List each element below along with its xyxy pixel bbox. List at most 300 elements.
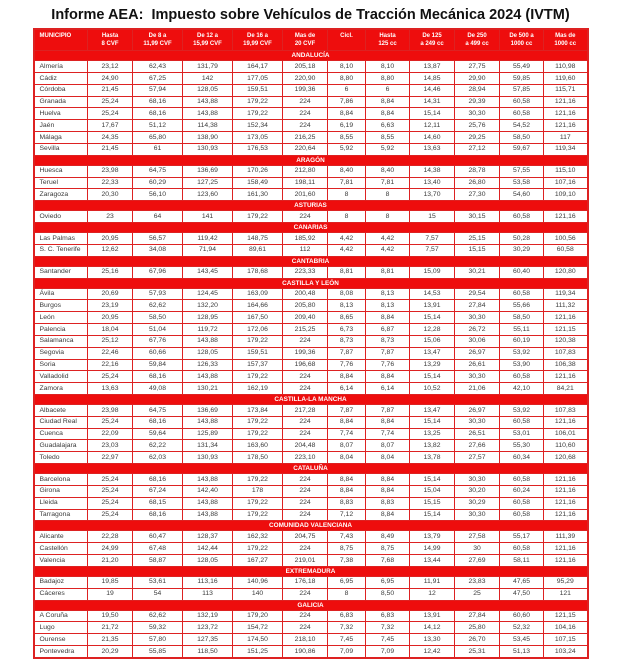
value-cell: 7,86 <box>328 96 366 108</box>
value-cell: 60,58 <box>500 371 544 383</box>
value-cell: 60,58 <box>500 509 544 521</box>
value-cell: 121,16 <box>544 416 588 428</box>
value-cell: 13,91 <box>410 300 455 312</box>
municipio-cell: Salamanca <box>34 335 88 347</box>
column-header-line2: 11,99 CVF <box>143 41 172 48</box>
municipio-cell: Segovia <box>34 347 88 359</box>
value-cell: 25,24 <box>88 96 133 108</box>
value-cell: 163,60 <box>233 440 283 452</box>
value-cell: 8,49 <box>366 531 410 543</box>
column-header-line2: 20 CVF <box>294 41 316 48</box>
value-cell: 170,26 <box>233 165 283 177</box>
municipio-cell: Zaragoza <box>34 189 88 201</box>
value-cell: 196,68 <box>283 359 328 371</box>
value-cell: 127,35 <box>183 634 233 646</box>
value-cell: 21,35 <box>88 634 133 646</box>
value-cell: 126,33 <box>183 359 233 371</box>
value-cell: 121,16 <box>544 509 588 521</box>
value-cell: 15,14 <box>410 312 455 324</box>
value-cell: 143,88 <box>183 371 233 383</box>
value-cell: 143,88 <box>183 108 233 120</box>
value-cell: 15,09 <box>410 266 455 278</box>
value-cell: 167,50 <box>233 312 283 324</box>
value-cell: 27,57 <box>455 452 500 464</box>
value-cell: 58,11 <box>500 555 544 567</box>
value-cell: 219,01 <box>283 555 328 567</box>
value-cell: 121,16 <box>544 485 588 497</box>
value-cell: 25,16 <box>88 266 133 278</box>
value-cell: 127,25 <box>183 177 233 189</box>
value-cell: 20,30 <box>88 189 133 201</box>
column-header-line1: Hasta <box>101 33 119 39</box>
municipio-cell: Lleida <box>34 497 88 509</box>
column-header-line2: 19,99 CVF <box>243 41 272 48</box>
value-cell: 121,16 <box>544 120 588 132</box>
table-row <box>34 211 588 223</box>
value-cell: 55,30 <box>500 440 544 452</box>
value-cell: 60,47 <box>133 531 183 543</box>
value-cell: 7,87 <box>328 347 366 359</box>
value-cell: 112 <box>283 244 328 256</box>
municipio-cell: Alicante <box>34 531 88 543</box>
value-cell: 140 <box>233 588 283 600</box>
region-band <box>34 521 588 531</box>
table-row <box>34 610 588 622</box>
municipio-cell: Burgos <box>34 300 88 312</box>
value-cell: 23,83 <box>455 576 500 588</box>
region-band <box>34 256 588 266</box>
value-cell: 27,84 <box>455 300 500 312</box>
municipio-cell: Castellón <box>34 543 88 555</box>
table-body <box>34 51 588 658</box>
value-cell: 215,25 <box>283 324 328 336</box>
value-cell: 14,31 <box>410 96 455 108</box>
value-cell: 224 <box>283 509 328 521</box>
value-cell: 13,30 <box>410 634 455 646</box>
value-cell: 128,05 <box>183 347 233 359</box>
value-cell: 179,22 <box>233 371 283 383</box>
value-cell: 25,12 <box>88 335 133 347</box>
value-cell: 12,11 <box>410 120 455 132</box>
value-cell: 13,47 <box>410 347 455 359</box>
value-cell: 53,01 <box>500 428 544 440</box>
value-cell: 64,75 <box>133 165 183 177</box>
municipio-cell: Girona <box>34 485 88 497</box>
value-cell: 119,72 <box>183 324 233 336</box>
value-cell: 21,06 <box>455 383 500 395</box>
value-cell: 59,85 <box>500 73 544 85</box>
value-cell: 8,84 <box>366 416 410 428</box>
value-cell: 8,65 <box>328 312 366 324</box>
value-cell: 121,16 <box>544 497 588 509</box>
value-cell: 20,69 <box>88 288 133 300</box>
value-cell: 8,80 <box>328 73 366 85</box>
value-cell: 30,20 <box>455 485 500 497</box>
value-cell: 25 <box>455 588 500 600</box>
value-cell: 14,53 <box>410 288 455 300</box>
value-cell: 8,84 <box>366 509 410 521</box>
value-cell: 26,72 <box>455 324 500 336</box>
region-band-label: GALICIA <box>34 600 588 610</box>
value-cell: 4,42 <box>366 233 410 245</box>
value-cell: 55,11 <box>500 324 544 336</box>
value-cell: 7,81 <box>366 177 410 189</box>
table-row <box>34 120 588 132</box>
region-band-label: EXTREMADURA <box>34 566 588 576</box>
municipio-cell: Huesca <box>34 165 88 177</box>
value-cell: 15,06 <box>410 335 455 347</box>
value-cell: 29,39 <box>455 96 500 108</box>
value-cell: 58,50 <box>500 132 544 144</box>
column-header-line2: 1000 cc <box>554 41 577 48</box>
value-cell: 8 <box>328 189 366 201</box>
value-cell: 107,83 <box>544 405 588 417</box>
value-cell: 119,34 <box>544 288 588 300</box>
value-cell: 54,52 <box>500 120 544 132</box>
value-cell: 13,25 <box>410 428 455 440</box>
value-cell: 8,84 <box>366 312 410 324</box>
value-cell: 119,60 <box>544 73 588 85</box>
value-cell: 8,73 <box>328 335 366 347</box>
value-cell: 58,50 <box>500 312 544 324</box>
region-band-label: CANTABRIA <box>34 256 588 266</box>
region-band-label: ANDALUCÍA <box>34 51 588 61</box>
value-cell: 8,81 <box>366 266 410 278</box>
value-cell: 7,38 <box>328 555 366 567</box>
value-cell: 68,16 <box>133 509 183 521</box>
value-cell: 27,66 <box>455 440 500 452</box>
municipio-cell: Toledo <box>34 452 88 464</box>
table-row <box>34 509 588 521</box>
column-header-line1: De 16 a <box>246 33 268 39</box>
municipio-cell: Albacete <box>34 405 88 417</box>
value-cell: 60,24 <box>500 485 544 497</box>
municipio-cell: Ciudad Real <box>34 416 88 428</box>
value-cell: 179,22 <box>233 416 283 428</box>
value-cell: 4,42 <box>366 244 410 256</box>
value-cell: 89,61 <box>233 244 283 256</box>
column-header-line1: De 500 a <box>509 33 534 39</box>
value-cell: 21,72 <box>88 622 133 634</box>
value-cell: 29,54 <box>455 288 500 300</box>
value-cell: 22,28 <box>88 531 133 543</box>
value-cell: 23,19 <box>88 300 133 312</box>
value-cell: 25,24 <box>88 108 133 120</box>
value-cell: 8 <box>328 588 366 600</box>
value-cell: 224 <box>283 96 328 108</box>
value-cell: 55,49 <box>500 61 544 73</box>
value-cell: 121 <box>544 588 588 600</box>
value-cell: 30,30 <box>455 416 500 428</box>
value-cell: 119,34 <box>544 143 588 155</box>
value-cell: 14,12 <box>410 622 455 634</box>
value-cell: 60,60 <box>500 610 544 622</box>
value-cell: 13,79 <box>410 531 455 543</box>
region-band-label: ASTURIAS <box>34 201 588 211</box>
value-cell: 7,45 <box>366 634 410 646</box>
municipio-cell: León <box>34 312 88 324</box>
value-cell: 53,92 <box>500 405 544 417</box>
value-cell: 23,12 <box>88 61 133 73</box>
table-row <box>34 143 588 155</box>
value-cell: 25,24 <box>88 474 133 486</box>
value-cell: 179,22 <box>233 543 283 555</box>
value-cell: 8,40 <box>328 165 366 177</box>
value-cell: 59,84 <box>133 359 183 371</box>
table-row <box>34 588 588 600</box>
value-cell: 173,05 <box>233 132 283 144</box>
value-cell: 24,90 <box>88 73 133 85</box>
value-cell: 26,97 <box>455 347 500 359</box>
value-cell: 15,14 <box>410 108 455 120</box>
value-cell: 8,75 <box>328 543 366 555</box>
region-band-label: CANARIAS <box>34 223 588 233</box>
value-cell: 6,14 <box>328 383 366 395</box>
value-cell: 12,28 <box>410 324 455 336</box>
value-cell: 8,73 <box>366 335 410 347</box>
value-cell: 130,93 <box>183 143 233 155</box>
value-cell: 117 <box>544 132 588 144</box>
value-cell: 163,09 <box>233 288 283 300</box>
municipio-cell: Ávila <box>34 288 88 300</box>
municipio-cell: Huelva <box>34 108 88 120</box>
value-cell: 8,13 <box>328 300 366 312</box>
value-cell: 27,69 <box>455 555 500 567</box>
municipio-cell: Oviedo <box>34 211 88 223</box>
value-cell: 60,58 <box>500 288 544 300</box>
value-cell: 106,01 <box>544 428 588 440</box>
value-cell: 14,60 <box>410 132 455 144</box>
value-cell: 13,44 <box>410 555 455 567</box>
value-cell: 5,92 <box>328 143 366 155</box>
municipio-cell: Soria <box>34 359 88 371</box>
value-cell: 121,16 <box>544 371 588 383</box>
municipio-cell: Badajoz <box>34 576 88 588</box>
value-cell: 53,61 <box>133 576 183 588</box>
value-cell: 7,57 <box>410 244 455 256</box>
value-cell: 65,80 <box>133 132 183 144</box>
value-cell: 157,37 <box>233 359 283 371</box>
value-cell: 205,80 <box>283 300 328 312</box>
municipio-cell: Almería <box>34 61 88 73</box>
value-cell: 68,16 <box>133 96 183 108</box>
value-cell: 28,94 <box>455 84 500 96</box>
municipio-cell: Santander <box>34 266 88 278</box>
table-header <box>34 29 588 51</box>
value-cell: 224 <box>283 622 328 634</box>
value-cell: 23,98 <box>88 405 133 417</box>
header-row <box>34 29 588 51</box>
column-header <box>34 29 88 51</box>
value-cell: 4,42 <box>328 244 366 256</box>
value-cell: 59,67 <box>500 143 544 155</box>
value-cell: 13,63 <box>410 143 455 155</box>
value-cell: 8,10 <box>328 61 366 73</box>
value-cell: 60,19 <box>500 335 544 347</box>
value-cell: 8,84 <box>366 371 410 383</box>
value-cell: 176,53 <box>233 143 283 155</box>
value-cell: 29,25 <box>455 132 500 144</box>
table-row <box>34 383 588 395</box>
value-cell: 95,29 <box>544 576 588 588</box>
value-cell: 132,20 <box>183 300 233 312</box>
value-cell: 25,24 <box>88 371 133 383</box>
value-cell: 8,84 <box>328 474 366 486</box>
table-row <box>34 233 588 245</box>
value-cell: 204,48 <box>283 440 328 452</box>
value-cell: 121,15 <box>544 610 588 622</box>
value-cell: 164,66 <box>233 300 283 312</box>
value-cell: 6,83 <box>366 610 410 622</box>
value-cell: 60,34 <box>500 452 544 464</box>
value-cell: 68,16 <box>133 108 183 120</box>
municipio-cell: Cáceres <box>34 588 88 600</box>
value-cell: 15,14 <box>410 474 455 486</box>
value-cell: 162,32 <box>233 531 283 543</box>
value-cell: 53,45 <box>500 634 544 646</box>
value-cell: 128,05 <box>183 555 233 567</box>
value-cell: 7,32 <box>366 622 410 634</box>
value-cell: 6,63 <box>366 120 410 132</box>
region-band <box>34 600 588 610</box>
value-cell: 115,10 <box>544 165 588 177</box>
value-cell: 178,68 <box>233 266 283 278</box>
value-cell: 30 <box>455 543 500 555</box>
value-cell: 27,58 <box>455 531 500 543</box>
table-row <box>34 288 588 300</box>
value-cell: 67,25 <box>133 73 183 85</box>
municipio-cell: Zamora <box>34 383 88 395</box>
value-cell: 8,84 <box>328 485 366 497</box>
value-cell: 7,76 <box>328 359 366 371</box>
municipio-cell: Ourense <box>34 634 88 646</box>
value-cell: 120,38 <box>544 335 588 347</box>
value-cell: 11,91 <box>410 576 455 588</box>
value-cell: 201,60 <box>283 189 328 201</box>
table-row <box>34 497 588 509</box>
table-row <box>34 634 588 646</box>
table-row <box>34 543 588 555</box>
municipio-cell: Barcelona <box>34 474 88 486</box>
value-cell: 179,22 <box>233 108 283 120</box>
municipio-cell: A Coruña <box>34 610 88 622</box>
value-cell: 22,97 <box>88 452 133 464</box>
value-cell: 13,91 <box>410 610 455 622</box>
value-cell: 14,46 <box>410 84 455 96</box>
column-header-line1: De 12 a <box>196 33 218 39</box>
value-cell: 57,93 <box>133 288 183 300</box>
value-cell: 7,87 <box>328 405 366 417</box>
value-cell: 19,50 <box>88 610 133 622</box>
column-header <box>455 29 500 51</box>
value-cell: 119,42 <box>183 233 233 245</box>
value-cell: 23,03 <box>88 440 133 452</box>
value-cell: 22,46 <box>88 347 133 359</box>
value-cell: 62,62 <box>133 610 183 622</box>
value-cell: 142,40 <box>183 485 233 497</box>
value-cell: 131,79 <box>183 61 233 73</box>
value-cell: 64 <box>133 211 183 223</box>
value-cell: 13,70 <box>410 189 455 201</box>
value-cell: 167,27 <box>233 555 283 567</box>
column-header <box>233 29 283 51</box>
value-cell: 19 <box>88 588 133 600</box>
value-cell: 27,84 <box>455 610 500 622</box>
value-cell: 113,16 <box>183 576 233 588</box>
value-cell: 60,29 <box>133 177 183 189</box>
value-cell: 7,87 <box>366 405 410 417</box>
value-cell: 136,69 <box>183 165 233 177</box>
value-cell: 7,76 <box>366 359 410 371</box>
value-cell: 14,85 <box>410 73 455 85</box>
value-cell: 176,18 <box>283 576 328 588</box>
table-row <box>34 474 588 486</box>
column-header-line1: Hasta <box>379 33 396 39</box>
value-cell: 6,95 <box>366 576 410 588</box>
value-cell: 42,10 <box>500 383 544 395</box>
value-cell: 7,45 <box>328 634 366 646</box>
value-cell: 224 <box>283 211 328 223</box>
value-cell: 51,12 <box>133 120 183 132</box>
value-cell: 60,40 <box>500 266 544 278</box>
value-cell: 220,90 <box>283 73 328 85</box>
value-cell: 34,08 <box>133 244 183 256</box>
value-cell: 179,20 <box>233 610 283 622</box>
value-cell: 223,33 <box>283 266 328 278</box>
column-header-line1: De 125 <box>422 33 442 39</box>
municipio-cell: Jaén <box>34 120 88 132</box>
table-row <box>34 108 588 120</box>
value-cell: 30,30 <box>455 108 500 120</box>
table-row <box>34 347 588 359</box>
value-cell: 154,72 <box>233 622 283 634</box>
municipio-cell: Pontevedra <box>34 646 88 658</box>
value-cell: 22,33 <box>88 177 133 189</box>
value-cell: 107,15 <box>544 634 588 646</box>
value-cell: 7,57 <box>410 233 455 245</box>
value-cell: 224 <box>283 383 328 395</box>
value-cell: 53,92 <box>500 347 544 359</box>
value-cell: 161,30 <box>233 189 283 201</box>
value-cell: 47,50 <box>500 588 544 600</box>
value-cell: 62,43 <box>133 61 183 73</box>
region-band <box>34 394 588 404</box>
value-cell: 159,51 <box>233 84 283 96</box>
value-cell: 68,16 <box>133 416 183 428</box>
value-cell: 12,62 <box>88 244 133 256</box>
region-band <box>34 278 588 288</box>
value-cell: 60,58 <box>544 244 588 256</box>
region-band-label: ARAGÓN <box>34 155 588 165</box>
column-header-line2: 15,99 CVF <box>193 41 222 48</box>
value-cell: 56,10 <box>133 189 183 201</box>
value-cell: 14,38 <box>410 165 455 177</box>
municipio-cell: Valencia <box>34 555 88 567</box>
value-cell: 15 <box>410 211 455 223</box>
value-cell: 84,21 <box>544 383 588 395</box>
municipio-cell: Sevilla <box>34 143 88 155</box>
municipio-cell: Cádiz <box>34 73 88 85</box>
value-cell: 124,45 <box>183 288 233 300</box>
value-cell: 8 <box>328 211 366 223</box>
column-header <box>183 29 233 51</box>
value-cell: 224 <box>283 428 328 440</box>
value-cell: 60,58 <box>500 416 544 428</box>
value-cell: 8,04 <box>328 452 366 464</box>
table-row <box>34 405 588 417</box>
column-header-line1: Mas de <box>555 33 576 39</box>
value-cell: 15,14 <box>410 371 455 383</box>
